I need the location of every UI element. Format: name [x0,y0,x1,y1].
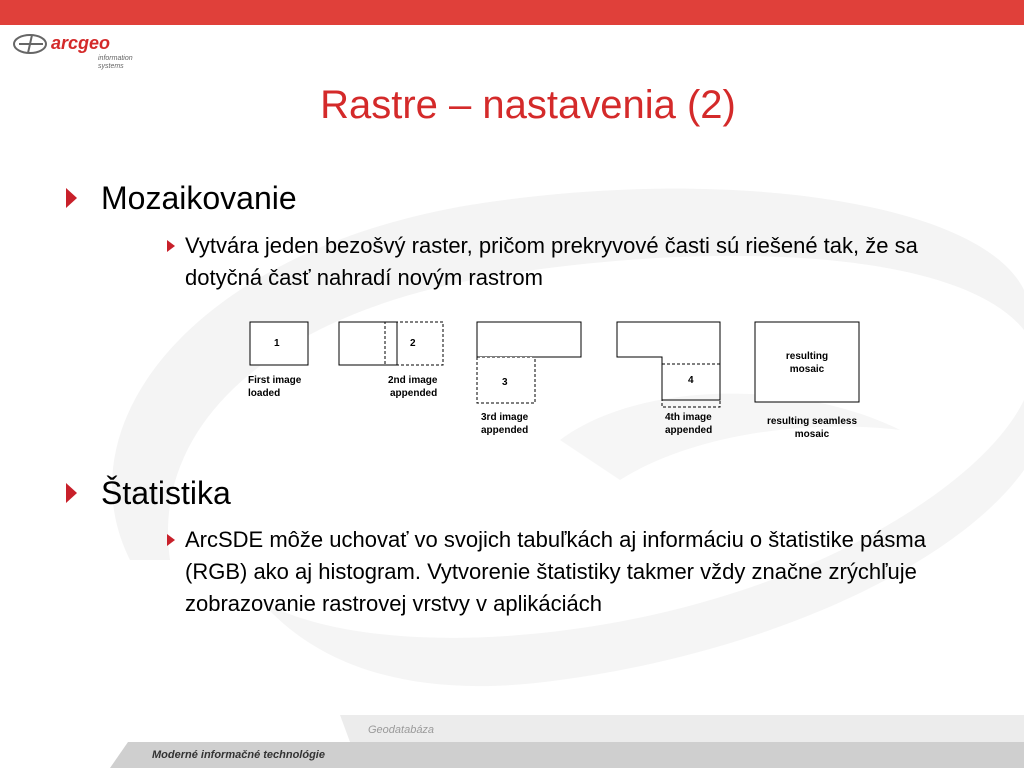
logo [10,30,150,74]
bullet-statistika [66,475,231,511]
logo-tagline-2: systems [98,63,124,70]
image-shape [617,322,720,400]
image-box [339,322,397,365]
footer-section-label: Geodatabáza [368,724,435,736]
footer-course-label: Moderné informačné technológie [152,749,325,761]
slide-title: Rastre – nastavenia (2) [320,83,736,127]
triangle-bullet-icon [66,483,77,503]
bullet-heading: Štatistika [101,475,231,511]
sub-bullet-text: Vytvára jeden bezošvý raster, pričom prekryvové časti sú riešené tak, že sa dotyčná časť nahradí novým rastrom [185,233,918,290]
triangle-bullet-icon [167,534,175,546]
mosaic-diagram [240,312,880,448]
caption: 3rd image [481,412,529,423]
triangle-bullet-icon [66,188,77,208]
caption: appended [665,425,713,436]
image-number: 1 [274,338,280,349]
caption: appended [481,425,529,436]
caption: mosaic [789,364,825,375]
caption: loaded [248,388,281,399]
logo-tagline-1: information [98,55,133,62]
triangle-bullet-icon [167,240,175,252]
caption: appended [390,388,438,399]
sub-bullet-statistika [167,524,957,620]
caption: First image [248,375,302,386]
image-number: 4 [688,375,694,386]
bullet-mozaikovanie [66,180,297,216]
image-box [477,322,581,357]
caption: resulting seamless [766,416,858,427]
sub-bullet-text: ArcSDE môže uchovať vo svojich tabuľkách aj informáciu o štatistike pásma (RGB) ako aj histogram. Vytvorenie štatistiky takmer vždy značne zrýchľuje zobrazovanie rastrovej vrstvy v aplikáciách [185,527,926,616]
image-number: 2 [410,338,416,349]
caption: mosaic [794,429,830,440]
logo-brand: arcgeo [51,33,111,53]
bullet-heading: Mozaikovanie [101,180,297,216]
svg-text:arcgeo [51,33,110,53]
resulting-mosaic-box [755,322,859,402]
caption: resulting [785,351,829,362]
image-number: 3 [502,377,508,388]
sub-bullet-mozaikovanie [167,230,957,294]
caption: 4th image [665,412,712,423]
caption: 2nd image [388,375,438,386]
